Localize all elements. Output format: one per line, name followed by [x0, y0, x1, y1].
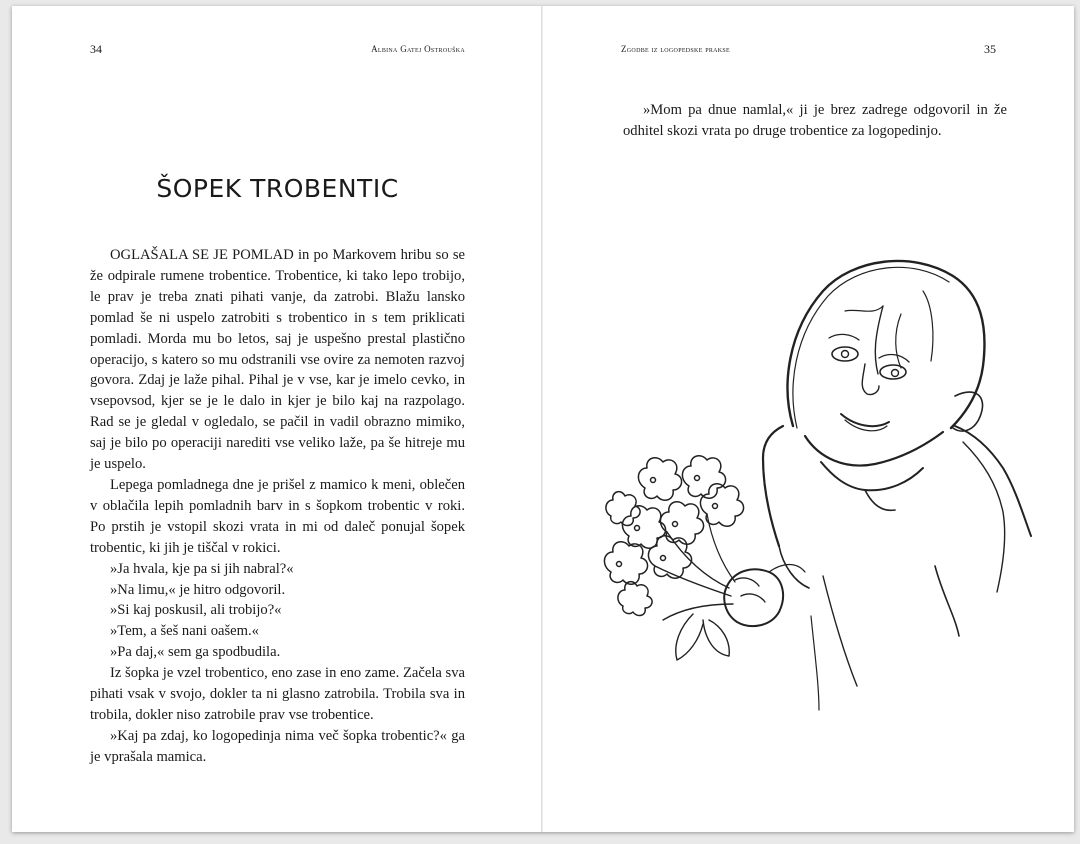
page-number-left: 34: [90, 42, 102, 56]
paragraph: Iz šopka je vzel trobentico, eno zase in eno zame. Začela sva pihati vsak v svojo, dokler ta ni glasno zatrobila. Trobila sva in trobila, dokler niso zatrobile prav vse trobentice.: [90, 665, 465, 723]
lead-in: OGLAŠALA SE JE POMLAD: [110, 247, 294, 263]
boy-with-flowers-illustration: [583, 236, 1043, 716]
line-drawing-icon: [583, 236, 1043, 716]
paragraph: »Mom pa dnue namlal,« ji je brez zadrege odgovoril in že odhitel skozi vrata po druge trobentice za logopedinjo.: [623, 102, 1007, 139]
paragraph-text: in po Markovem hribu so se že odpirale rumene trobentice. Trobentice, ki tako lepo trobijo, le prav je treba znati pihati vanje, da zatrobi. Blažu lansko pomlad še ni uspelo zatrobiti s trobentico in s tem priklicati pomladi. Morda mu bo letos, saj je uspešno prestal plastično operacijo, s katero so mu odstranili vse ovire za nemoten razvoj govora. Zdaj je laže pihal. Pihal je v vse, kar je imelo cevko, in vsepovsod, kjer se je le dalo in kjer je bilo kaj na razpolago. Rad se je gledal v ogledalo, se pačil in vadil obrazno mimiko, saj je bilo po operaciji narediti vse veliko laže, pa še hitreje mu je uspelo.: [90, 247, 465, 473]
dialogue-line: »Na limu,« je hitro odgovoril.: [110, 581, 286, 598]
chapter-title: ŠOPEK TROBENTIC: [156, 174, 399, 203]
running-head-left: Albina Gatej Ostrouška: [371, 44, 465, 54]
paragraph: Lepega pomladnega dne je prišel z mamico k meni, oblečen v oblačila lepih pomladnih barv in s šopkom trobentic v roki. Po prstih je vstopil skozi vrata in mi od daleč ponujal šopek trobentic, ki jih je tiščal v rokici.: [90, 476, 465, 556]
dialogue-line: »Pa daj,« sem ga spodbudila.: [110, 644, 281, 661]
dialogue-line: »Si kaj poskusil, ali trobijo?«: [110, 602, 282, 619]
dialogue-line: »Tem, a šeš nani oašem.«: [110, 623, 259, 640]
book-spread: [12, 6, 1074, 832]
dialogue-line: »Ja hvala, kje pa si jih nabral?«: [110, 560, 294, 577]
running-head-right: Zgodbe iz logopedske prakse: [621, 44, 731, 54]
paragraph: [90, 245, 465, 475]
chapter-body: [90, 245, 465, 768]
continued-text: [623, 100, 1007, 142]
dialogue-line: »Kaj pa zdaj, ko logopedinja nima več šopka trobentic?« ga je vprašala mamica.: [90, 727, 465, 765]
page-number-right: 35: [984, 42, 996, 56]
right-page: [543, 6, 1074, 832]
left-page: [12, 6, 542, 832]
